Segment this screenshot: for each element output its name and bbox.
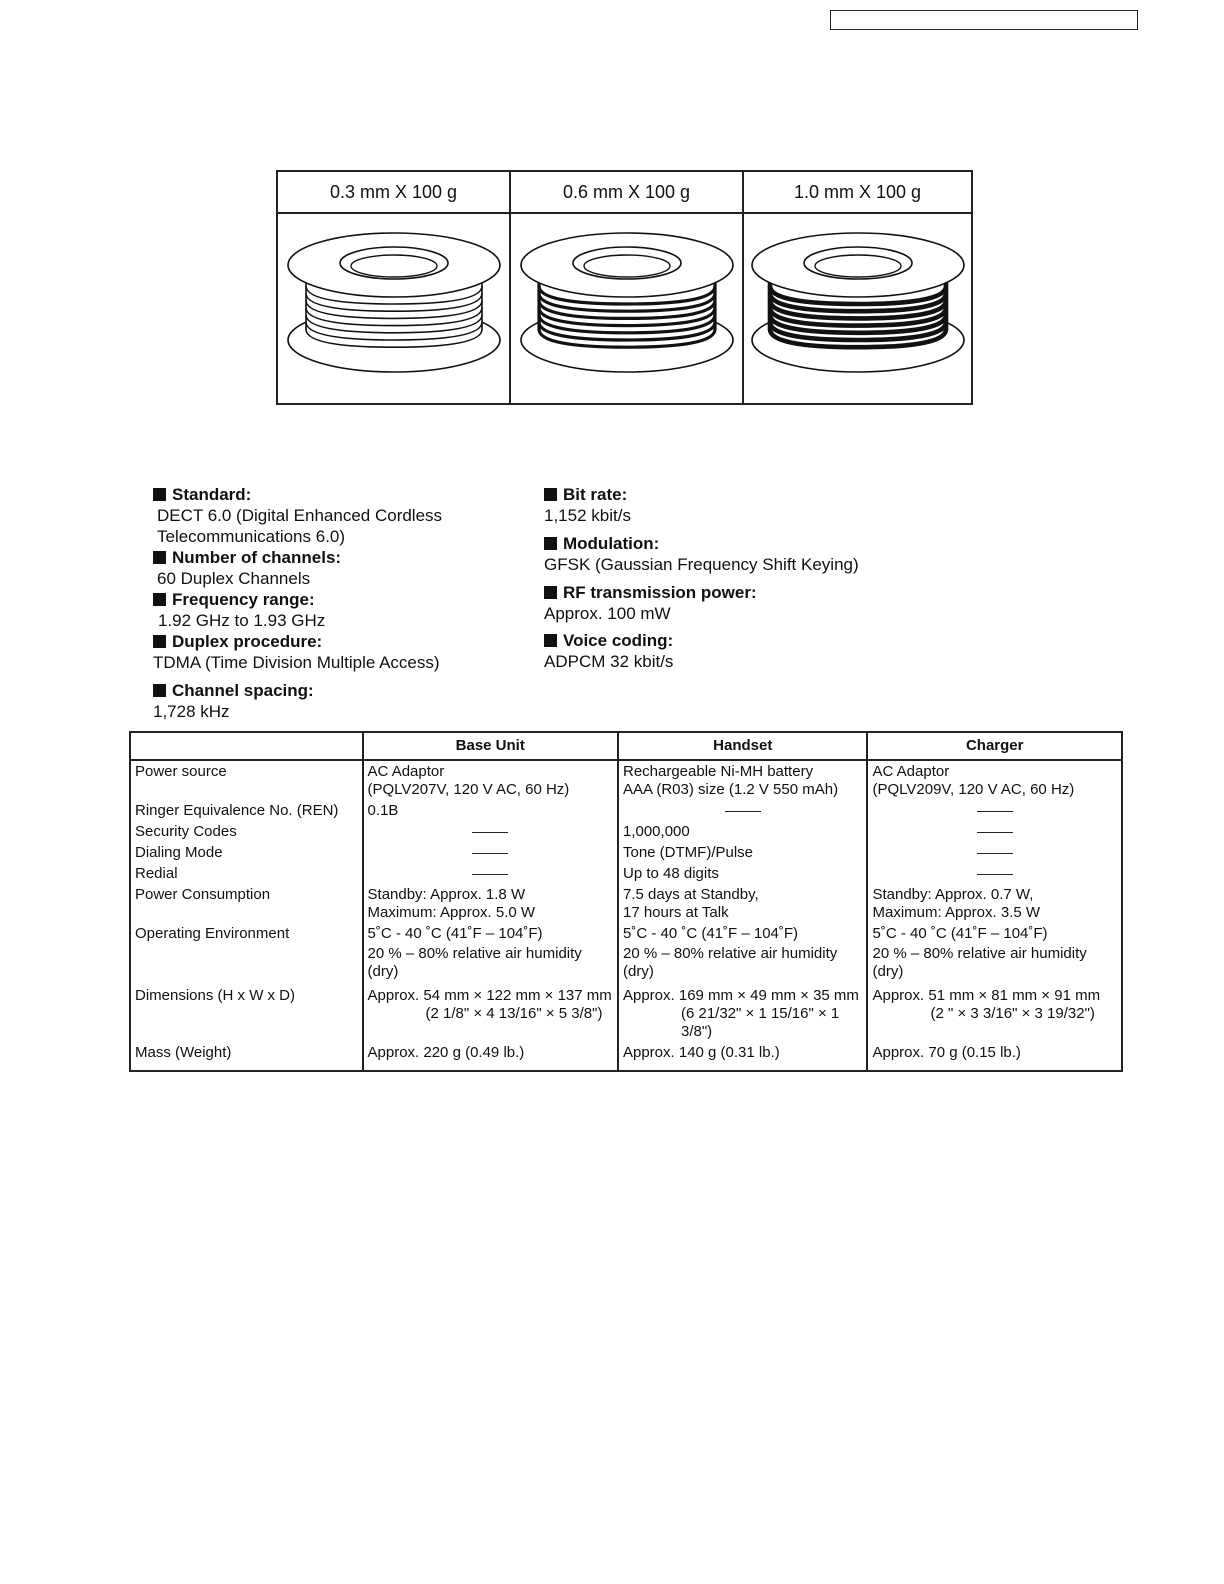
reel-hub-inner	[584, 255, 670, 277]
cell-base: AC Adaptor (PQLV207V, 120 V AC, 60 Hz)	[363, 760, 618, 800]
not-applicable-dash	[977, 874, 1013, 875]
cell-handset	[618, 800, 868, 821]
spec-value: 60 Duplex Channels	[157, 569, 311, 588]
cell-base: Approx. 54 mm × 122 mm × 137 mm (2 1/8" × 4 13/16" × 5 3/8")	[363, 982, 618, 1042]
table-row	[130, 884, 1122, 923]
header-charger: Charger	[867, 732, 1122, 760]
row-label: Power source	[130, 760, 363, 800]
spec-heading: Frequency range:	[172, 590, 315, 609]
row-label: Operating Environment	[130, 923, 363, 982]
bullet-square-icon	[544, 586, 557, 599]
header-model-box	[830, 10, 1138, 30]
spec-heading: Modulation:	[563, 534, 660, 553]
header-base-unit: Base Unit	[363, 732, 618, 760]
row-label: Power Consumption	[130, 884, 363, 923]
reel-label-thin: 0.3 mm X 100 g	[278, 172, 509, 214]
table-row	[130, 821, 1122, 842]
row-label: Security Codes	[130, 821, 363, 842]
cell-handset: Tone (DTMF)/Pulse	[618, 842, 868, 863]
spec-rf-power	[544, 582, 757, 624]
cell-handset: 5˚C - 40 ˚C (41˚F – 104˚F) 20 % – 80% relative air humidity (dry)	[618, 923, 868, 982]
spec-value: 1,152 kbit/s	[544, 506, 631, 525]
cell-charger: Approx. 51 mm × 81 mm × 91 mm (2 " × 3 3/16" × 3 19/32")	[867, 982, 1122, 1042]
bullet-square-icon	[544, 634, 557, 647]
cell-charger: AC Adaptor (PQLV209V, 120 V AC, 60 Hz)	[867, 760, 1122, 800]
cell-base: Standby: Approx. 1.8 W Maximum: Approx. 5.0 W	[363, 884, 618, 923]
bullet-square-icon	[544, 537, 557, 550]
cell-handset: 7.5 days at Standby, 17 hours at Talk	[618, 884, 868, 923]
spec-voice-coding	[544, 630, 673, 672]
reel-hub-inner	[351, 255, 437, 277]
row-label: Dimensions (H x W x D)	[130, 982, 363, 1042]
not-applicable-dash	[472, 874, 508, 875]
spec-value: Telecommunications 6.0)	[157, 527, 346, 546]
cell-base: Approx. 220 g (0.49 lb.)	[363, 1042, 618, 1071]
cell-base	[363, 821, 618, 842]
header-handset: Handset	[618, 732, 868, 760]
table-row	[130, 800, 1122, 821]
spec-value: Approx. 100 mW	[544, 604, 671, 623]
cell-base	[363, 863, 618, 884]
spec-value: DECT 6.0 (Digital Enhanced Cordless	[157, 506, 443, 525]
bullet-square-icon	[153, 593, 166, 606]
table-row	[130, 923, 1122, 982]
cell-handset: 1,000,000	[618, 821, 868, 842]
spec-value: 1.92 GHz to 1.93 GHz	[158, 611, 326, 630]
specification-table	[129, 731, 1123, 1072]
row-label: Dialing Mode	[130, 842, 363, 863]
not-applicable-dash	[472, 853, 508, 854]
spec-value: TDMA (Time Division Multiple Access)	[153, 653, 440, 672]
spec-heading: RF transmission power:	[563, 583, 757, 602]
header-blank	[130, 732, 363, 760]
spec-standard	[153, 484, 442, 547]
cell-charger	[867, 842, 1122, 863]
row-label: Mass (Weight)	[130, 1042, 363, 1071]
cell-charger: Approx. 70 g (0.15 lb.)	[867, 1042, 1122, 1071]
reel-hub-inner	[815, 255, 901, 277]
spec-heading: Channel spacing:	[172, 681, 314, 700]
table-row	[130, 842, 1122, 863]
table-header-row	[130, 732, 1122, 760]
bullet-square-icon	[153, 551, 166, 564]
row-label: Redial	[130, 863, 363, 884]
spec-channel-spacing	[153, 680, 314, 722]
cell-base: 0.1B	[363, 800, 618, 821]
bullet-square-icon	[153, 635, 166, 648]
cell-charger: 5˚C - 40 ˚C (41˚F – 104˚F) 20 % – 80% relative air humidity (dry)	[867, 923, 1122, 982]
not-applicable-dash	[977, 832, 1013, 833]
spec-modulation	[544, 533, 859, 575]
row-label: Ringer Equivalence No. (REN)	[130, 800, 363, 821]
solder-reel-thick-icon	[744, 216, 971, 403]
bullet-square-icon	[544, 488, 557, 501]
cell-charger	[867, 821, 1122, 842]
cell-charger	[867, 863, 1122, 884]
cell-handset: Up to 48 digits	[618, 863, 868, 884]
spec-bit-rate	[544, 484, 631, 526]
spec-heading: Bit rate:	[563, 485, 628, 504]
cell-charger: Standby: Approx. 0.7 W, Maximum: Approx. 3.5 W	[867, 884, 1122, 923]
cell-handset: Approx. 169 mm × 49 mm × 35 mm (6 21/32" × 1 15/16" × 1 3/8")	[618, 982, 868, 1042]
spec-duplex	[153, 631, 440, 673]
spec-value: 1,728 kHz	[153, 702, 230, 721]
spec-value: GFSK (Gaussian Frequency Shift Keying)	[544, 555, 859, 574]
spec-heading: Duplex procedure:	[172, 632, 323, 651]
solder-reel-medium-icon	[511, 216, 742, 403]
bullet-square-icon	[153, 488, 166, 501]
cell-handset: Approx. 140 g (0.31 lb.)	[618, 1042, 868, 1071]
bullet-square-icon	[153, 684, 166, 697]
not-applicable-dash	[977, 811, 1013, 812]
spec-channels	[153, 547, 341, 589]
table-row	[130, 982, 1122, 1042]
cell-base	[363, 842, 618, 863]
spec-value: ADPCM 32 kbit/s	[544, 652, 674, 671]
reel-label-thick: 1.0 mm X 100 g	[744, 172, 971, 214]
solder-reel-thin-icon	[278, 216, 509, 403]
cell-handset: Rechargeable Ni-MH battery AAA (R03) size (1.2 V 550 mAh)	[618, 760, 868, 800]
table-row	[130, 1042, 1122, 1071]
solder-reel-table	[276, 170, 973, 405]
reel-label-medium: 0.6 mm X 100 g	[511, 172, 742, 214]
spec-heading: Number of channels:	[172, 548, 342, 567]
table-row	[130, 760, 1122, 800]
spec-heading: Standard:	[172, 485, 252, 504]
spec-heading: Voice coding:	[563, 631, 674, 650]
not-applicable-dash	[977, 853, 1013, 854]
table-row	[130, 863, 1122, 884]
not-applicable-dash	[725, 811, 761, 812]
cell-charger	[867, 800, 1122, 821]
not-applicable-dash	[472, 832, 508, 833]
cell-base: 5˚C - 40 ˚C (41˚F – 104˚F) 20 % – 80% relative air humidity (dry)	[363, 923, 618, 982]
spec-frequency	[153, 589, 325, 631]
